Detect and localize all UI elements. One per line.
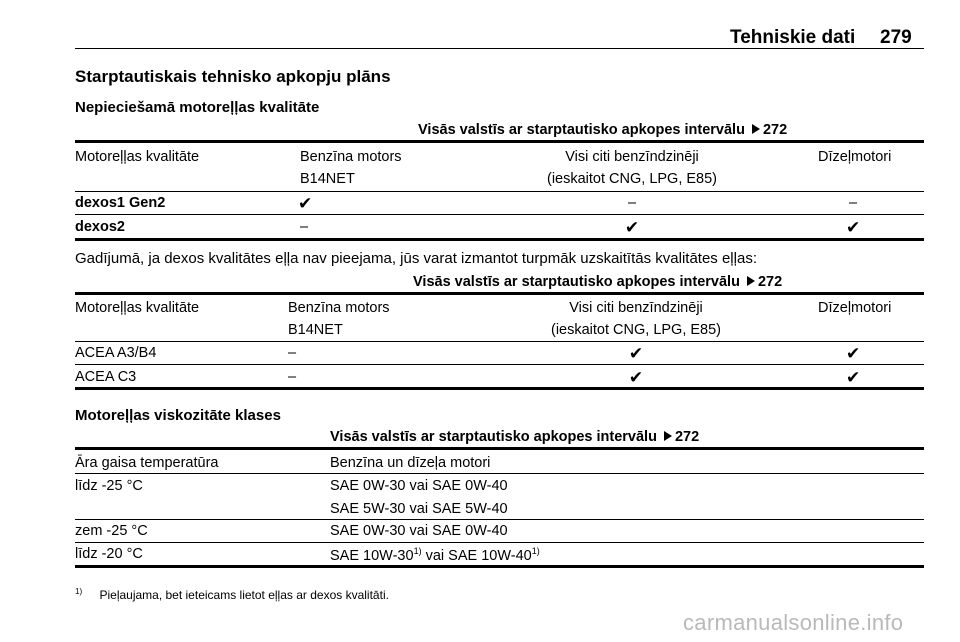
table2-row-rule — [75, 364, 924, 365]
table3-col-engines: Benzīna un dīzeļa motori — [330, 455, 491, 471]
table1-bottom-rule — [75, 238, 924, 241]
table3-col-temperature: Āra gaisa temperatūra — [75, 455, 219, 471]
reference-arrow-icon — [664, 431, 672, 441]
header-rule — [75, 48, 924, 49]
page-number: 279 — [880, 27, 912, 48]
table3-row-rule — [75, 542, 924, 543]
span-header-text: Visās valstīs ar starptautisko apkopes intervālu — [330, 429, 657, 445]
table-row-name: ACEA A3/B4 — [75, 345, 157, 361]
table-row-temperature: zem -25 °C — [75, 523, 148, 539]
page-header-title: Tehniskie dati — [730, 27, 856, 48]
viscosity-value: vai SAE 10W-40 — [421, 547, 532, 564]
span-header-text: Visās valstīs ar starptautisko apkopes intervālu — [418, 122, 745, 138]
viscosity-value: SAE 10W-30 — [330, 547, 414, 564]
table2-col-other-petrol-note: (ieskaitot CNG, LPG, E85) — [550, 322, 722, 338]
section-title: Starptautiskais tehnisko apkopju plāns — [75, 67, 391, 86]
table-cell-value: – — [288, 345, 297, 361]
table1-col-other-petrol: Visi citi benzīndzinēji — [565, 149, 699, 165]
table1-col-quality: Motoreļļas kvalitāte — [75, 149, 200, 165]
table-row-name: dexos2 — [75, 219, 125, 235]
check-icon: ✔ — [624, 218, 640, 237]
table2-col-petrol-engine: B14NET — [288, 322, 343, 338]
table1-col-other-petrol-note: (ieskaitot CNG, LPG, E85) — [546, 171, 718, 187]
table-cell-value: – — [627, 195, 637, 211]
table1-header-rule — [75, 191, 924, 192]
table2-bottom-rule — [75, 387, 924, 390]
table1-span-header — [418, 122, 787, 138]
table-row-temperature: līdz -20 °C — [75, 546, 143, 562]
footnote — [75, 587, 389, 602]
table1-col-petrol-engine: B14NET — [300, 171, 355, 187]
check-icon: ✔ — [846, 368, 861, 387]
table-cell-value: – — [849, 195, 858, 211]
table3-top-rule — [75, 447, 924, 450]
reference-arrow-icon — [747, 276, 755, 286]
table-row-name: dexos1 Gen2 — [75, 195, 166, 211]
table1-row-rule — [75, 214, 924, 215]
check-icon: ✔ — [628, 344, 644, 363]
reference-arrow-icon — [752, 124, 760, 134]
table1-col-petrol: Benzīna motors — [300, 149, 402, 165]
span-header-text: Visās valstīs ar starptautisko apkopes intervālu — [413, 274, 740, 290]
check-icon: ✔ — [846, 344, 861, 363]
table-cell-viscosity: SAE 5W-30 vai SAE 5W-40 — [330, 501, 508, 517]
table-cell-viscosity: SAE 0W-30 vai SAE 0W-40 — [330, 478, 508, 494]
table-cell-value: – — [300, 219, 309, 235]
watermark: carmanualsonline.info — [683, 610, 904, 635]
check-icon: ✔ — [628, 368, 644, 387]
table-cell-value: – — [288, 369, 297, 385]
footnote-mark: 1) — [75, 587, 83, 596]
table3-bottom-rule — [75, 565, 924, 568]
viscosity-heading: Motoreļļas viskozitāte klases — [75, 407, 281, 424]
table3-span-header — [330, 429, 699, 445]
oil-quality-heading: Nepieciešamā motoreļļas kvalitāte — [75, 99, 320, 116]
footnote-ref[interactable]: 1) — [413, 546, 422, 556]
table1-col-diesel: Dīzeļmotori — [818, 149, 892, 165]
span-header-ref[interactable]: 272 — [757, 274, 783, 290]
table2-col-quality: Motoreļļas kvalitāte — [75, 300, 200, 316]
table-cell-viscosity: SAE 0W-30 vai SAE 0W-40 — [330, 523, 508, 539]
table2-header-rule — [75, 341, 924, 342]
footnote-ref[interactable]: 1) — [531, 546, 540, 556]
table2-col-diesel: Dīzeļmotori — [818, 300, 892, 316]
footnote-text: Pieļaujama, bet ieteicams lietot eļļas ar dexos kvalitāti. — [99, 588, 389, 602]
table1-top-rule — [75, 140, 924, 143]
check-icon: ✔ — [846, 218, 861, 237]
table-row-name: ACEA C3 — [75, 369, 137, 385]
table-row-temperature: līdz -25 °C — [75, 478, 143, 494]
span-header-ref[interactable]: 272 — [762, 122, 788, 138]
table2-top-rule — [75, 292, 924, 295]
table3-row-rule — [75, 519, 924, 520]
alternative-oil-paragraph: Gadījumā, ja dexos kvalitātes eļļa nav pieejama, jūs varat izmantot turpmāk uzskaitītās kvalitātes eļļas: — [75, 250, 757, 267]
check-icon: ✔ — [298, 194, 313, 213]
table3-header-rule — [75, 473, 924, 474]
table2-span-header — [413, 274, 782, 290]
table2-col-petrol: Benzīna motors — [288, 300, 390, 316]
span-header-ref[interactable]: 272 — [674, 429, 700, 445]
table2-col-other-petrol: Visi citi benzīndzinēji — [569, 300, 703, 316]
table-cell-viscosity — [330, 546, 540, 564]
